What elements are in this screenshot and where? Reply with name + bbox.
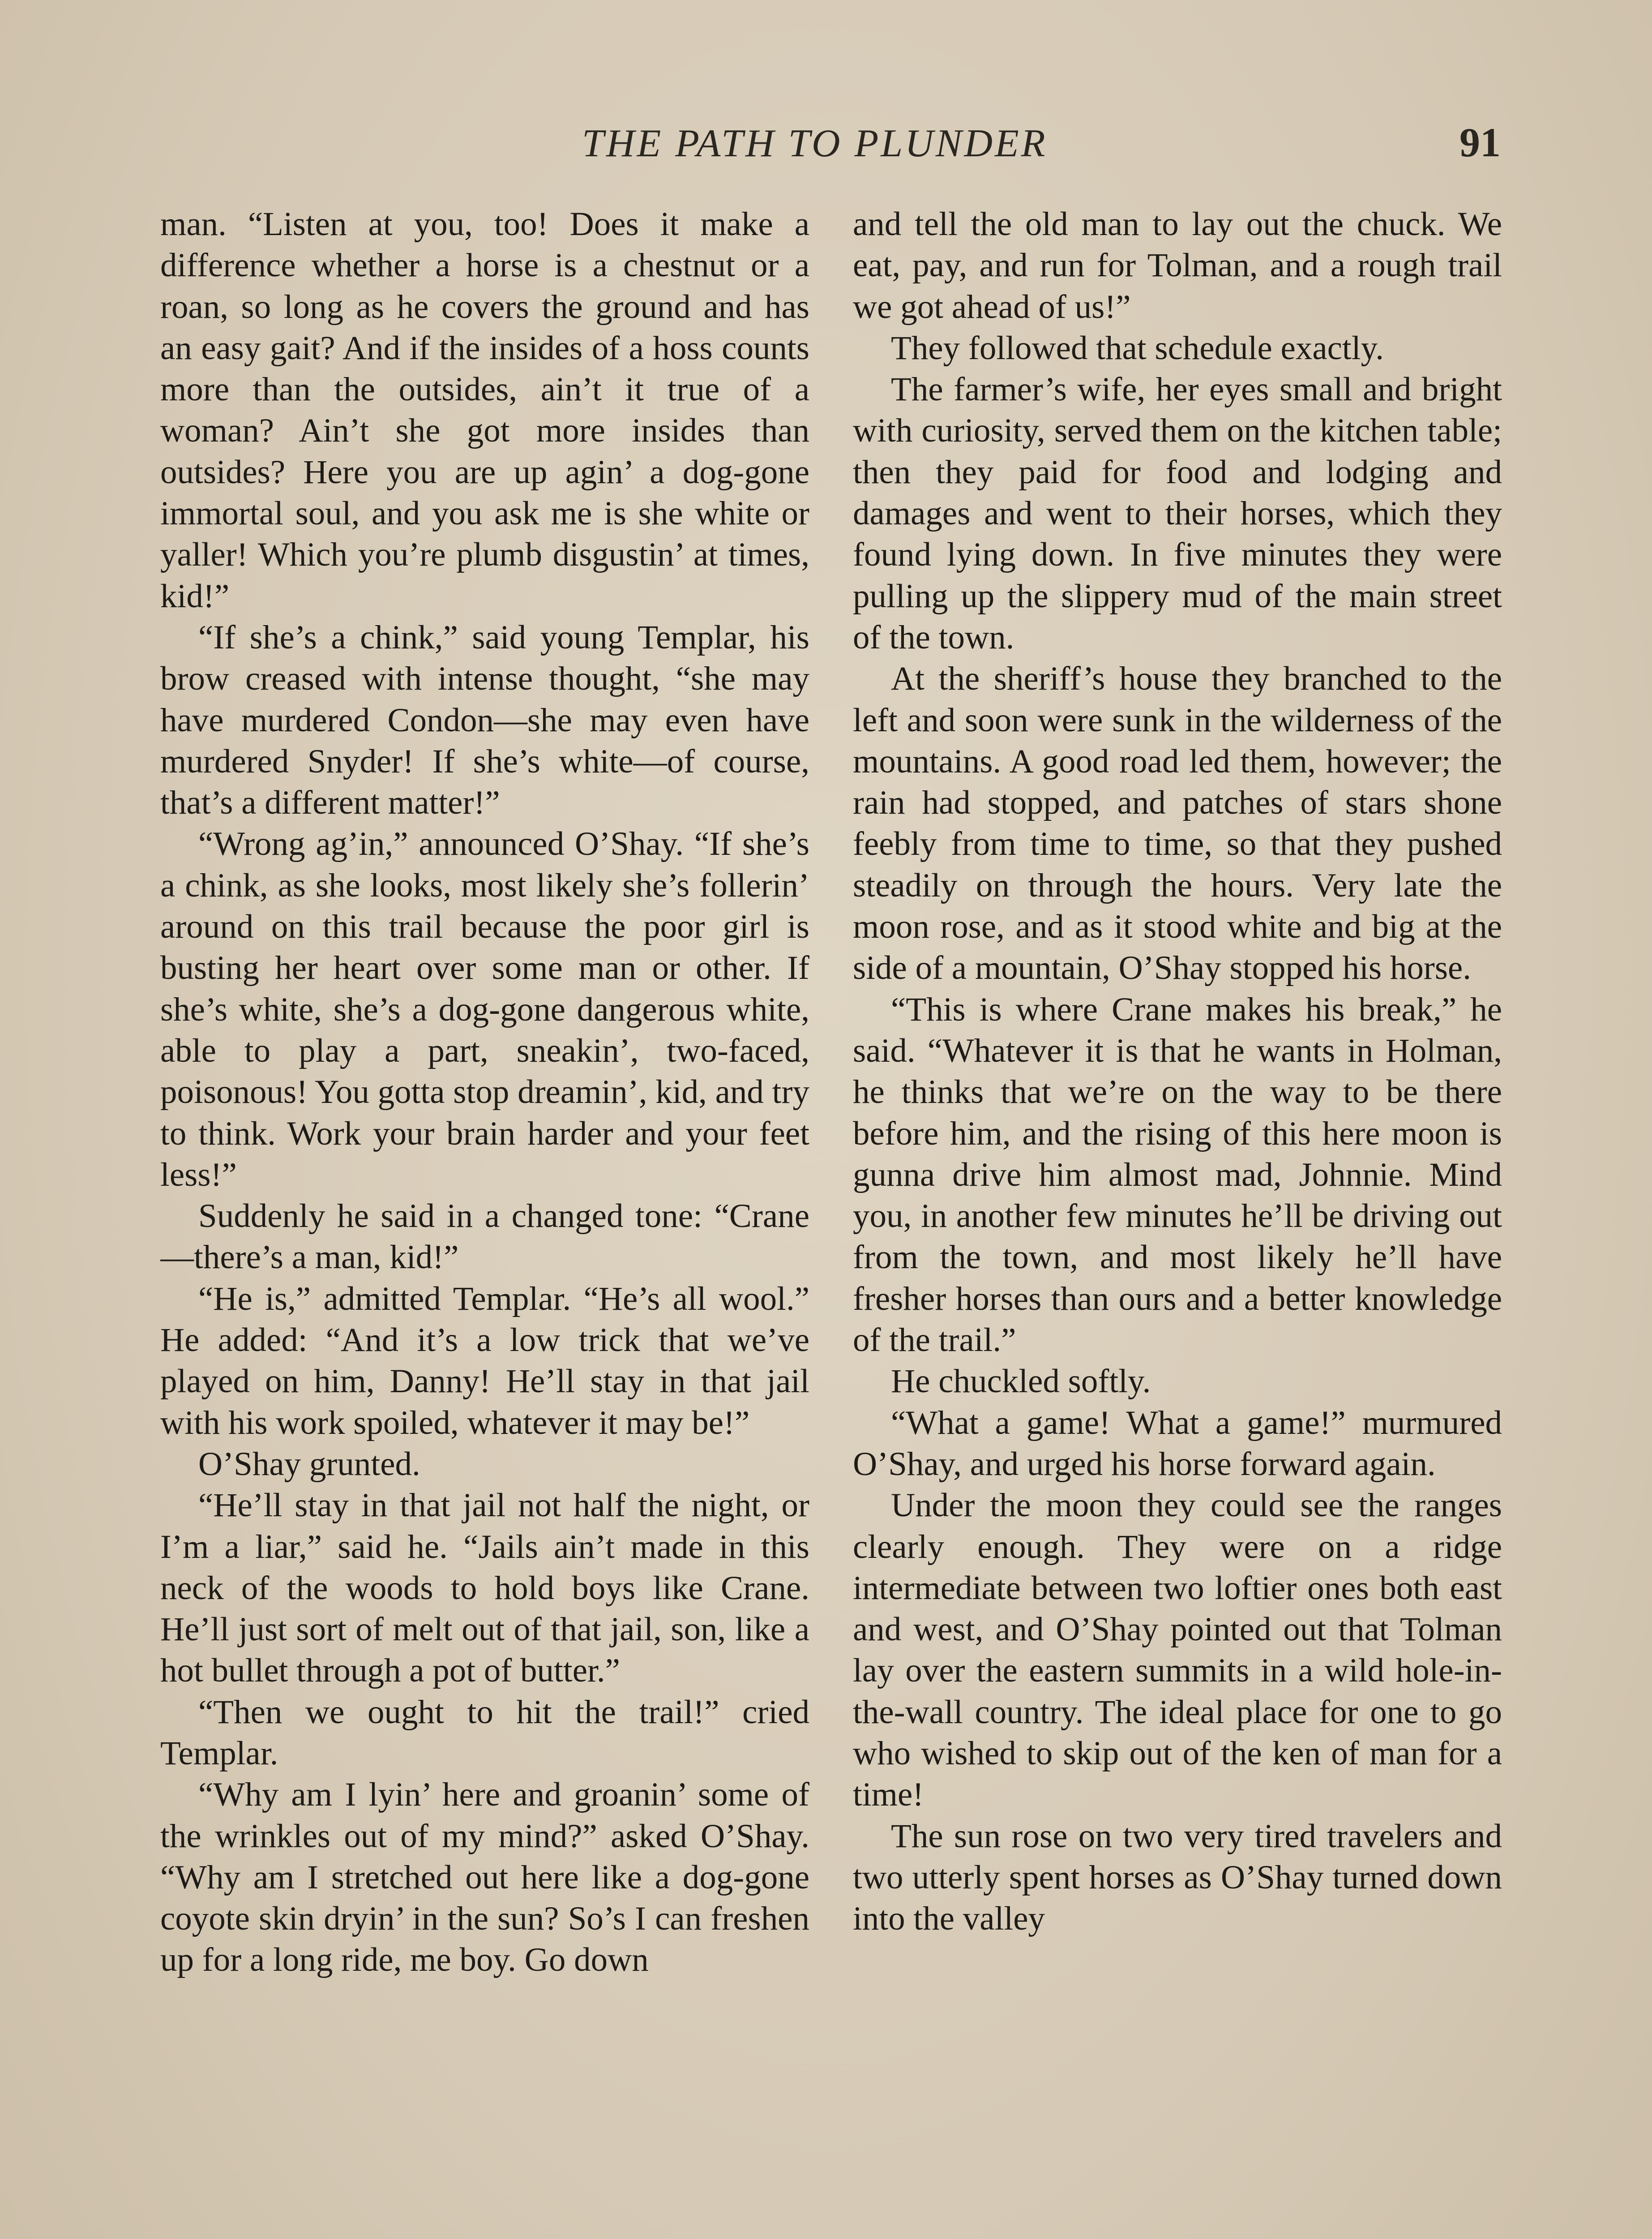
paragraph: O’Shay grunted. xyxy=(198,1445,420,1483)
page-number: 91 xyxy=(1459,120,1501,165)
paragraph: The farmer’s wife, her eyes small and bright with curiosity, served them on the kitchen table; then they paid for food and lodging and damages and went to their horses, which they found lying down. In five minutes they were pulling up the slippery mud of the main street of the town. xyxy=(853,371,1502,656)
paragraph: He chuckled softly. xyxy=(891,1363,1151,1400)
paragraph: “Then we ought to hit the trail!” cried Templar. xyxy=(160,1693,809,1772)
left-column xyxy=(160,204,809,2239)
paragraph: and tell the old man to lay out the chuck. We eat, pay, and run for Tolman, and a rough trail we got ahead of us!” xyxy=(853,206,1502,326)
paragraph: “Why am I lyin’ here and groanin’ some of the wrinkles out of my mind?” asked O’Shay. “Why am I stretched out here like a dog-gone coyote skin dryin’ in the sun? So’s I can freshen up for a long ride, me boy. Go down xyxy=(160,1776,809,1979)
paragraph: “If she’s a chink,” said young Templar, his brow creased with intense thought, “she may have murdered Condon—she may even have murdered Snyder! If she’s white—of course, that’s a different matter!” xyxy=(160,618,809,822)
paragraph: The sun rose on two very tired travelers and two utterly spent horses as O’Shay turned down into the valley xyxy=(853,1817,1502,1938)
paragraph: Under the moon they could see the ranges clearly enough. They were on a ridge intermediate between two loftier ones both east and west, and O’Shay pointed out that Tolman lay over the eastern summits in a wild hole-in-the-wall country. The ideal place for one to go who wished to skip out of the ken of man for a time! xyxy=(853,1487,1502,1814)
paragraph: “This is where Crane makes his break,” he said. “Whatever it is that he wants in Holman, he thinks that we’re on the way to be there before him, and the rising of this here moon is gunna drive him almost mad, Johnnie. Mind you, in another few minutes he’ll be driving out from the town, and most likely he’ll have fresher horses than ours and a better knowledge of the trail.” xyxy=(853,991,1502,1359)
paragraph: “He is,” admitted Templar. “He’s all wool.” He added: “And it’s a low trick that we’ve played on him, Danny! He’ll stay in that jail with his work spoiled, whatever it may be!” xyxy=(160,1280,809,1441)
right-column xyxy=(853,204,1502,2239)
paragraph: They followed that schedule exactly. xyxy=(891,329,1384,367)
paragraph: Suddenly he said in a changed tone: “Crane—there’s a man, kid!” xyxy=(160,1197,809,1276)
paragraph: At the sheriff’s house they branched to the left and soon were sunk in the wilderness of the mountains. A good road led them, however; the rain had stopped, and patches of stars shone feebly from time to time, so that they pushed steadily on through the hours. Very late the moon rose, and as it stood white and big at the side of a mountain, O’Shay stopped his horse. xyxy=(853,660,1502,987)
paragraph: “What a game! What a game!” murmured O’Shay, and urged his horse forward again. xyxy=(853,1404,1502,1483)
paragraph: “He’ll stay in that jail not half the night, or I’m a liar,” said he. “Jails ain’t made in this neck of the woods to hold boys like Crane. He’ll just sort of melt out of that jail, son, like a hot bullet through a pot of butter.” xyxy=(160,1487,809,1690)
paragraph: man. “Listen at you, too! Does it make a difference whether a horse is a chestnut or a roan, so long as he covers the ground and has an easy gait? And if the insides of a hoss counts more than the outsides, ain’t it true of a woman? Ain’t she got more insides than outsides? Here you are up agin’ a dog-gone immortal soul, and you ask me is she white or yaller! Which you’re plumb disgustin’ at times, kid!” xyxy=(160,206,809,615)
running-title: THE PATH TO PLUNDER xyxy=(582,122,1048,165)
paragraph: “Wrong ag’in,” announced O’Shay. “If she’s a chink, as she looks, most likely she’s follerin’ around on this trail because the poor girl is busting her heart over some man or other. If she’s white, she’s a dog-gone dangerous white, able to play a part, sneakin’, two-faced, poisonous! You gotta stop dreamin’, kid, and try to think. Work your brain harder and your feet less!” xyxy=(160,825,809,1193)
